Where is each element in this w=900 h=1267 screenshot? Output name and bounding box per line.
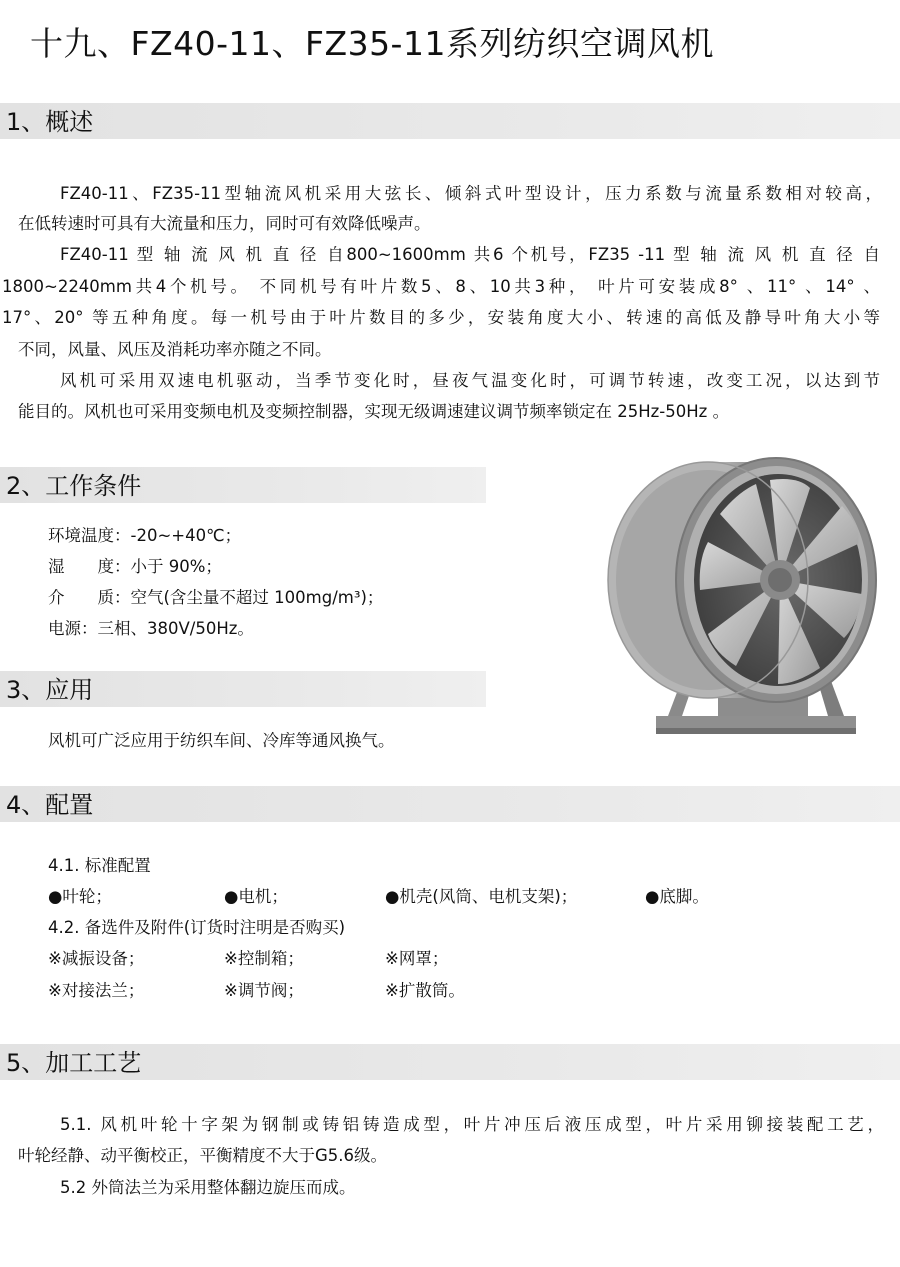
page-title: 十九、FZ40-11、FZ35-11系列纺织空调风机 — [30, 24, 714, 63]
axial-fan-illustration — [598, 448, 890, 766]
optional-item-flange: ※对接法兰； — [48, 981, 145, 1000]
overview-line-8: 能目的。风机也可采用变频电机及变频控制器，实现无级调速建议调节频率锁定在 25Hz-50Hz 。 — [18, 402, 730, 421]
section-heading-overview: 1、概述 — [6, 108, 94, 136]
standard-config-items — [48, 882, 888, 912]
section-heading-bar-overview — [0, 103, 900, 139]
condition-temperature: 环境温度：-20~+40℃； — [48, 526, 242, 545]
standard-item-impeller: ●叶轮； — [48, 887, 112, 906]
optional-items-row-1 — [48, 944, 888, 974]
optional-item-valve: ※调节阀； — [224, 981, 304, 1000]
overview-line-4: 1800~2240mm共4个机号。 不同机号有叶片数5、8、10共3种， 叶片可安装成8° 、11° 、14° 、 — [2, 277, 880, 296]
overview-line-1: FZ40-11、FZ35-11型轴流风机采用大弦长、倾斜式叶型设计，压力系数与流量系数相对较高， — [60, 184, 882, 203]
section-heading-configuration: 4、配置 — [6, 791, 94, 819]
standard-item-casing: ●机壳(风筒、电机支架)； — [385, 887, 578, 906]
condition-power: 电源：三相、380V/50Hz。 — [48, 619, 254, 638]
section-heading-bar-configuration — [0, 786, 900, 822]
standard-item-motor: ●电机； — [224, 887, 288, 906]
optional-config-title: 4.2. 备选件及附件(订货时注明是否购买) — [48, 918, 346, 937]
overview-line-2: 在低转速时可具有大流量和压力，同时可有效降低噪声。 — [18, 214, 431, 233]
process-line-1: 5.1. 风机叶轮十字架为钢制或铸铝铸造成型，叶片冲压后液压成型，叶片采用铆接装配工艺， — [60, 1115, 884, 1134]
section-heading-bar-conditions — [0, 467, 486, 503]
standard-config-title: 4.1. 标准配置 — [48, 856, 151, 875]
process-line-2: 叶轮经静、动平衡校正，平衡精度不大于G5.6级。 — [18, 1146, 388, 1165]
optional-item-guard: ※网罩； — [385, 949, 449, 968]
section-heading-bar-application — [0, 671, 486, 707]
section-heading-conditions: 2、工作条件 — [6, 472, 142, 500]
standard-item-base: ●底脚。 — [645, 887, 709, 906]
section-heading-application: 3、应用 — [6, 676, 94, 704]
overview-line-3: FZ40-11 型 轴 流 风 机 直 径 自800~1600mm 共6 个机号，FZ35 -11 型 轴 流 风 机 直 径 自 — [60, 245, 880, 264]
optional-items-row-2 — [48, 976, 888, 1006]
overview-line-5: 17°、20° 等五种角度。每一机号由于叶片数目的多少，安装角度大小、转速的高低及静导叶角大小等 — [2, 308, 880, 327]
section-heading-bar-process — [0, 1044, 900, 1080]
overview-line-6: 不同，风量、风压及消耗功率亦随之不同。 — [18, 340, 332, 359]
application-text: 风机可广泛应用于纺织车间、冷库等通风换气。 — [48, 731, 395, 750]
condition-humidity: 湿 度：小于 90%； — [48, 557, 222, 576]
overview-line-7: 风机可采用双速电机驱动，当季节变化时，昼夜气温变化时，可调节转速，改变工况，以达到节 — [60, 371, 880, 390]
optional-item-diffuser: ※扩散筒。 — [385, 981, 465, 1000]
optional-item-damping: ※减振设备； — [48, 949, 145, 968]
process-line-3: 5.2 外筒法兰为采用整体翻边旋压而成。 — [60, 1178, 356, 1197]
axial-fan-image — [598, 448, 890, 766]
condition-medium: 介 质：空气(含尘量不超过 100mg/m³)； — [48, 588, 384, 607]
optional-item-control-box: ※控制箱； — [224, 949, 304, 968]
section-heading-process: 5、加工工艺 — [6, 1049, 142, 1077]
